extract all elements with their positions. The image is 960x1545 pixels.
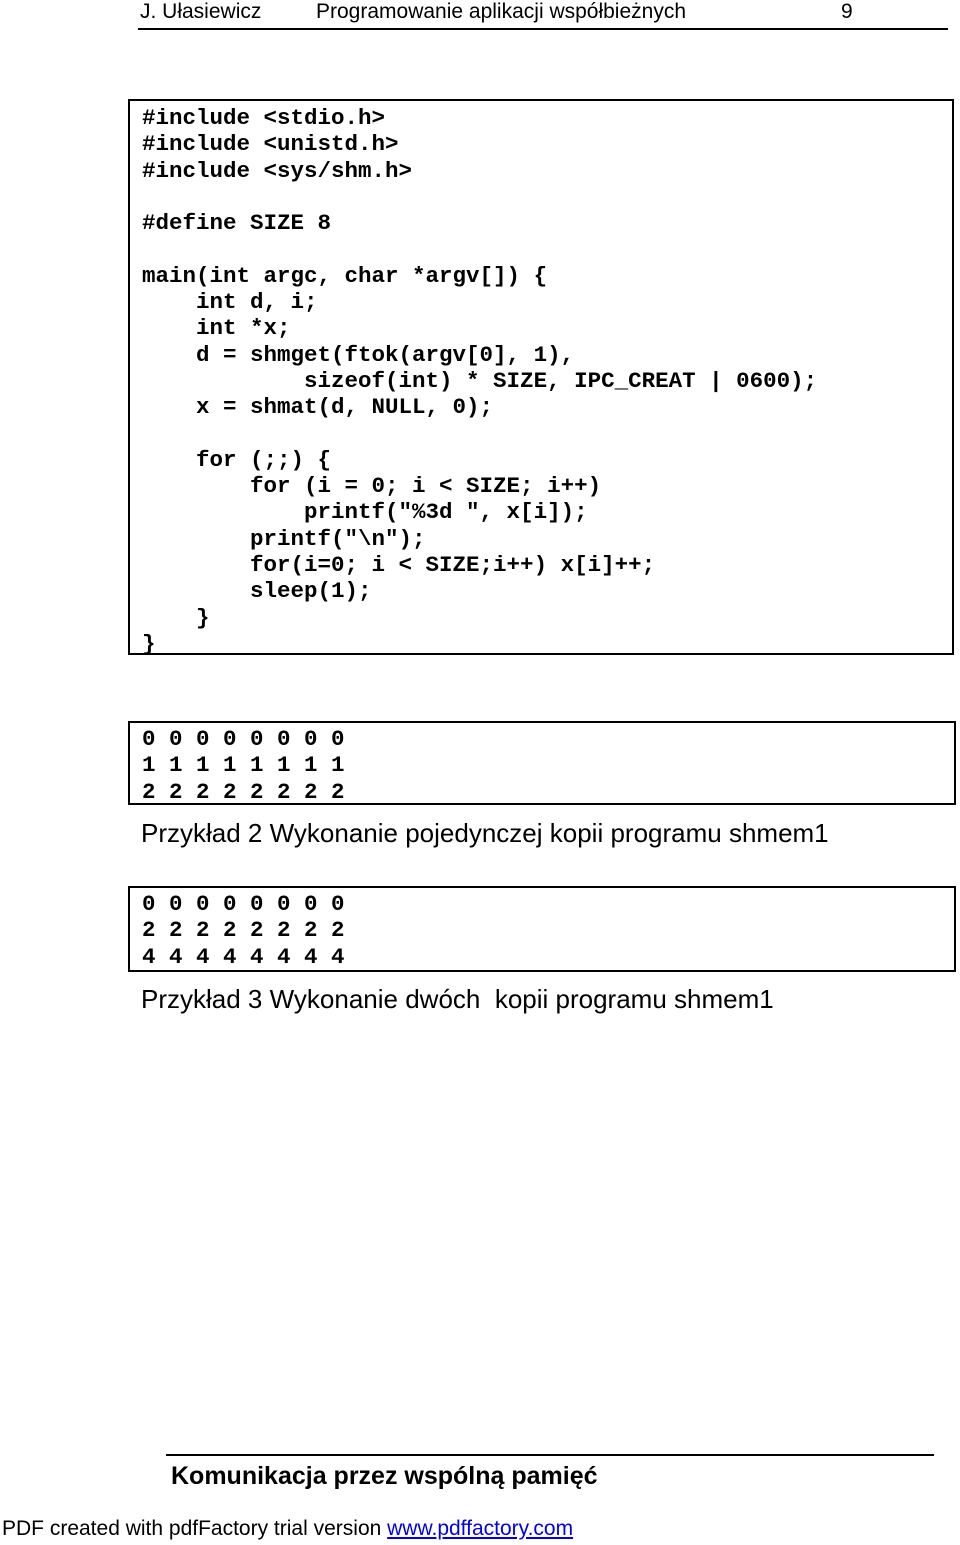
example3-caption: Przykład 3 Wykonanie dwóch kopii programu shmem1: [141, 984, 774, 1014]
code-line: #include <stdio.h>: [142, 105, 386, 131]
code-line: for (i = 0; i < SIZE; i++): [142, 473, 602, 500]
code-line: main(int argc, char *argv[]) {: [142, 262, 548, 289]
pdffactory-link[interactable]: www.pdffactory.com: [387, 1517, 574, 1540]
output-line: 2 2 2 2 2 2 2 2: [142, 917, 345, 944]
code-line: printf("\n");: [142, 525, 426, 552]
example2-caption: Przykład 2 Wykonanie pojedynczej kopii programu shmem1: [141, 818, 829, 848]
code-line: int d, i;: [142, 289, 318, 316]
example3-output: [142, 891, 345, 970]
code-line: d = shmget(ftok(argv[0], 1),: [142, 341, 575, 368]
pdf-note-text: PDF created with pdfFactory trial version: [2, 1517, 388, 1540]
output-line: 1 1 1 1 1 1 1 1: [142, 752, 345, 779]
footer-section-title: Komunikacja przez wspólną pamięć: [171, 1462, 598, 1490]
header-title: Programowanie aplikacji współbieżnych: [316, 0, 687, 23]
code-line: #include <sys/shm.h>: [142, 157, 413, 184]
page-header: [138, 0, 948, 30]
example2-output: [142, 726, 345, 805]
output-line: 0 0 0 0 0 0 0 0: [142, 891, 345, 917]
code-line: for(i=0; i < SIZE;i++) x[i]++;: [142, 552, 656, 579]
output-line: 4 4 4 4 4 4 4 4: [142, 943, 345, 970]
code-line: for (;;) {: [142, 446, 332, 473]
code-line: #define SIZE 8: [142, 210, 332, 237]
code-listing: [142, 105, 817, 657]
code-line: #include <unistd.h>: [142, 131, 399, 158]
code-line: }: [142, 630, 156, 657]
footer-divider: [166, 1454, 934, 1456]
pdf-creator-note: [2, 1516, 573, 1542]
code-line: printf("%3d ", x[i]);: [142, 499, 588, 526]
header-author: J. Ułasiewicz: [140, 0, 262, 23]
example2-output-box: [128, 721, 956, 805]
output-line: 2 2 2 2 2 2 2 2: [142, 778, 345, 805]
code-line: }: [142, 604, 210, 631]
code-line: x = shmat(d, NULL, 0);: [142, 394, 494, 421]
code-listing-box: [128, 99, 954, 655]
code-line: sleep(1);: [142, 578, 372, 605]
example3-output-box: [128, 886, 956, 972]
code-line: int *x;: [142, 315, 291, 342]
output-line: 0 0 0 0 0 0 0 0: [142, 726, 345, 752]
code-line: sizeof(int) * SIZE, IPC_CREAT | 0600);: [142, 367, 818, 394]
page-number: 9: [841, 0, 853, 23]
